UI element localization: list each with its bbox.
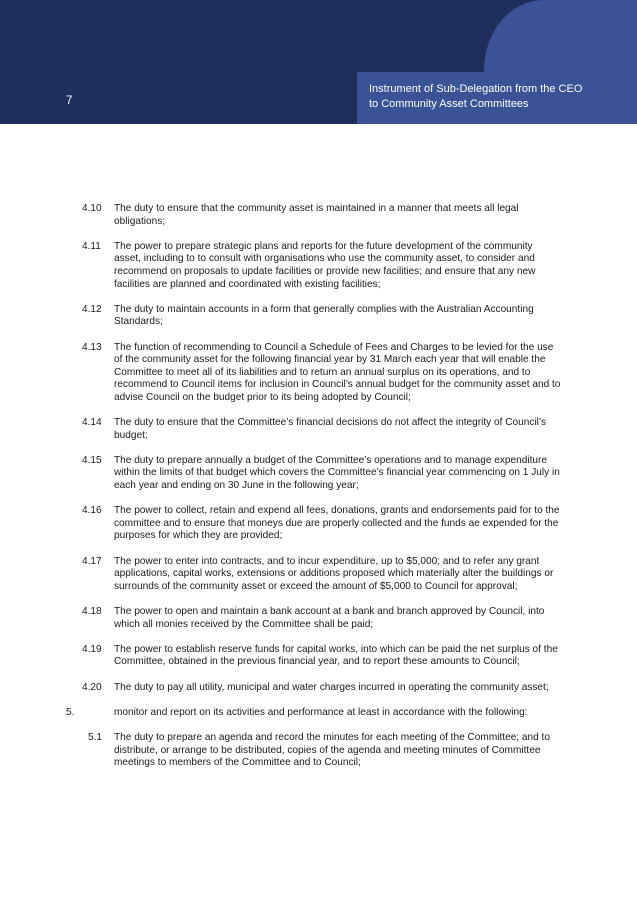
clause-text: The power to enter into contracts, and to incur expenditure, up to $5,000; and to refer any grant applications, capital works, extensions or additions proposed which materially alter the buildings or surrounds of the community asset or exceed the amount of $5,000 to Council for approval;	[114, 555, 554, 592]
clause-number: 4.16	[82, 505, 102, 517]
clause-5-1	[0, 732, 637, 770]
clause-4-18	[0, 606, 637, 631]
clause-text: The duty to ensure that the Committee’s financial decisions do not affect the integrity of Council’s budget;	[114, 417, 547, 441]
clause-4-11	[0, 241, 637, 291]
clause-4-15	[0, 455, 637, 493]
page-header	[0, 0, 637, 124]
clause-number: 4.14	[82, 417, 102, 429]
clause-text: The duty to prepare annually a budget of the Committee’s operations and to manage expenditure within the limits of that budget which covers the Committee’s financial year commencing on 1 July in each year and ending on 30 June in the following year;	[114, 454, 560, 492]
clause-number: 4.17	[82, 555, 102, 567]
clause-number: 4.20	[82, 681, 102, 693]
clause-text: The power to collect, retain and expend all fees, donations, grants and endorsements paid for to the committee and to ensure that moneys due are properly collected and the funds ae expended for the purposes for which they are provided;	[114, 505, 560, 542]
document-body	[0, 203, 637, 782]
clause-4-16	[0, 505, 637, 543]
clause-number: 4.10	[82, 203, 102, 214]
clause-number: 4.11	[82, 240, 101, 252]
clause-number: 4.19	[82, 643, 102, 655]
clause-number: 5.1	[88, 731, 103, 743]
clause-text: The duty to ensure that the community asset is maintained in a manner that meets all legal obligations;	[114, 203, 519, 227]
document-title-line-2: to Community Asset Committees	[369, 98, 529, 110]
clause-4-17	[0, 556, 637, 594]
document-title-line-1: Instrument of Sub-Delegation from the CEO	[369, 83, 583, 95]
clause-4-10	[0, 203, 637, 228]
clause-number: 4.18	[82, 606, 102, 617]
clause-text: The power to establish reserve funds for capital works, into which can be paid the net surplus of the Committee, obtained in the previous financial year, and to report these amounts to Council;	[114, 643, 558, 668]
page-number: 7	[66, 95, 73, 107]
clause-number: 4.15	[82, 454, 102, 466]
clause-text: The function of recommending to Council a Schedule of Fees and Charges to be levied for the use of the community asset for the following financial year by 31 March each year that will enable the Committee to meet all of its liabilities and to return an annual surplus on its operations, and to recommend to Council items for inclusion in Council’s annual budget for the community asset and to advise Council on the budget prior to its being adopted by Council;	[114, 341, 561, 403]
clause-text: The power to open and maintain a bank account at a bank and branch approved by Council, into which all monies received by the Committee shall be paid;	[114, 606, 545, 630]
clause-text: The duty to prepare an agenda and record the minutes for each meeting of the Committee; and to distribute, or arrange to be distributed, copies of the agenda and meeting minutes of Committee meetings to members of the Committee and to Council;	[114, 731, 550, 769]
clause-4-20	[0, 682, 637, 695]
clause-number: 5.	[66, 706, 75, 718]
clause-number: 4.13	[82, 341, 102, 353]
clause-text: The duty to maintain accounts in a form that generally complies with the Australian Accounting Standards;	[114, 303, 534, 328]
clause-text: The power to prepare strategic plans and reports for the future development of the community asset, including to to consult with organisations who use the community asset, to consider and recommend on proposals to update facilities or provide new facilities; and ensure that any new facilities are planned and coordinated with existing facilities;	[114, 240, 536, 290]
clause-text: The duty to pay all utility, municipal and water charges incurred in operating the community asset;	[114, 681, 549, 693]
clause-4-14	[0, 417, 637, 442]
clause-4-19	[0, 644, 637, 669]
document-title	[369, 82, 582, 112]
clause-4-13	[0, 342, 637, 405]
clause-text: monitor and report on its activities and performance at least in accordance with the following:	[114, 706, 528, 718]
clause-5	[0, 707, 637, 720]
clause-4-12	[0, 304, 637, 329]
clause-number: 4.12	[82, 303, 102, 315]
